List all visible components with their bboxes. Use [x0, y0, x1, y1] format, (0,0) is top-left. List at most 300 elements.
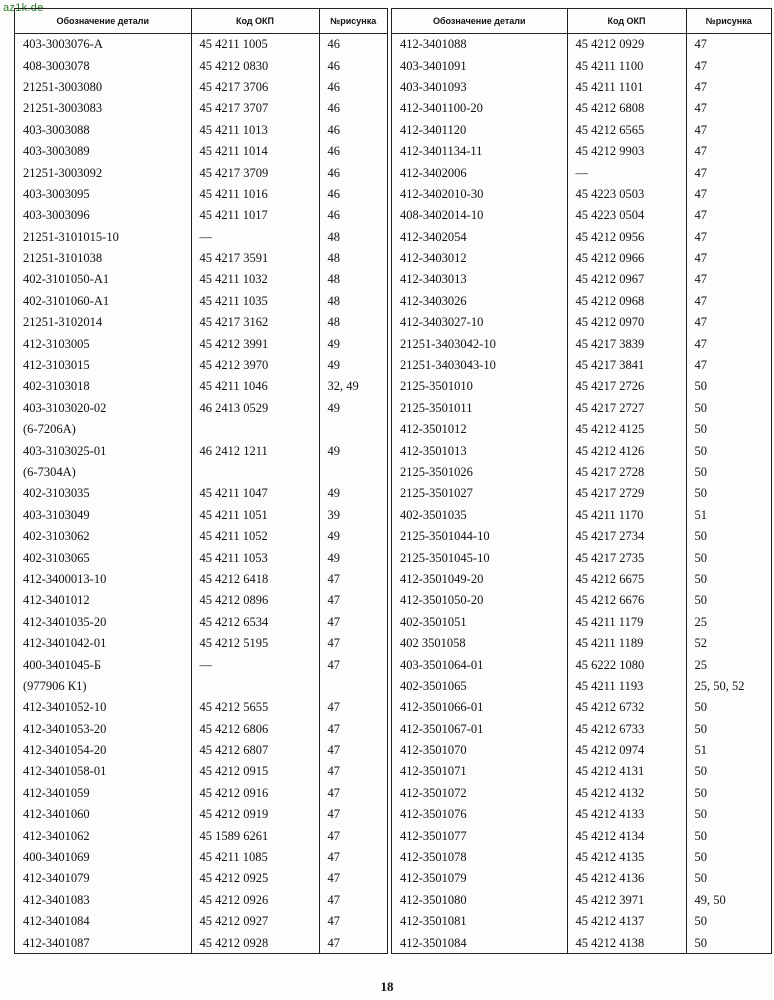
cell-okp-code: 45 4212 6676 [567, 590, 686, 611]
cell-figure-number: 49 [327, 550, 340, 565]
cell-okp-code: 45 4212 0916 [191, 783, 319, 804]
cell-part-designation: 412-3401087 [15, 932, 191, 953]
table-row [15, 825, 387, 846]
cell-part-designation: 412-3402054 [392, 227, 567, 248]
cell-okp-code: 45 4212 0925 [191, 868, 319, 889]
cell-part-designation: 412-3401079 [15, 868, 191, 889]
cell-figure-number: 47 [327, 850, 340, 865]
cell-okp-code: 45 4212 6807 [191, 740, 319, 761]
cell-figure-number: 48 [327, 229, 340, 244]
cell-okp-code: 45 4217 3707 [191, 98, 319, 119]
cell-part-designation: 412-3501080 [392, 890, 567, 911]
cell-okp-code: 45 4212 6534 [191, 612, 319, 633]
cell-okp-code [191, 419, 319, 440]
cell-okp-code: 45 4212 4135 [567, 847, 686, 868]
table-row [15, 227, 387, 248]
cell-figure-number: 50 [694, 764, 707, 779]
table-row [15, 676, 387, 697]
table-row [15, 248, 387, 269]
cell-figure-number: 25 [694, 614, 707, 629]
cell-figure-number: 50 [694, 914, 707, 929]
cell-part-designation: 412-3501081 [392, 911, 567, 932]
table-row [15, 120, 387, 141]
cell-figure-number: 50 [694, 828, 707, 843]
table-row [392, 590, 771, 611]
table-row [15, 376, 387, 397]
cell-figure-number: 50 [694, 935, 707, 950]
cell-figure-number: 47 [694, 122, 707, 137]
cell-figure-number: 48 [327, 272, 340, 287]
table-row [392, 77, 771, 98]
cell-part-designation: 412-3403012 [392, 248, 567, 269]
cell-okp-code: 45 4212 0974 [567, 740, 686, 761]
table-row [15, 291, 387, 312]
cell-part-designation: 412-3401060 [15, 804, 191, 825]
cell-okp-code: 45 4212 3991 [191, 333, 319, 354]
cell-figure-number: 47 [694, 229, 707, 244]
cell-part-designation: 412-3401062 [15, 825, 191, 846]
cell-okp-code: 45 4211 1016 [191, 184, 319, 205]
cell-okp-code: 45 4223 0504 [567, 205, 686, 226]
table-row [392, 291, 771, 312]
cell-part-designation: 21251-3003092 [15, 162, 191, 183]
table-row [392, 184, 771, 205]
cell-okp-code: 45 4212 4137 [567, 911, 686, 932]
cell-figure-number: 50 [694, 593, 707, 608]
table-row [15, 633, 387, 654]
table-row [392, 890, 771, 911]
cell-part-designation: 403-3003088 [15, 120, 191, 141]
cell-part-designation: 21251-3102014 [15, 312, 191, 333]
cell-figure-number: 46 [327, 208, 340, 223]
cell-okp-code: 45 4211 1085 [191, 847, 319, 868]
cell-okp-code: 45 4212 0970 [567, 312, 686, 333]
cell-figure-number: 49 [327, 443, 340, 458]
cell-okp-code: 45 4212 6733 [567, 719, 686, 740]
cell-okp-code: 45 6222 1080 [567, 654, 686, 675]
cell-part-designation: 412-3501013 [392, 440, 567, 461]
cell-figure-number: 49 [327, 336, 340, 351]
cell-part-designation: 412-3400013-10 [15, 569, 191, 590]
cell-okp-code: 45 4211 1047 [191, 483, 319, 504]
cell-okp-code: 45 4212 0830 [191, 55, 319, 76]
table-row [15, 569, 387, 590]
cell-figure-number: 47 [327, 743, 340, 758]
cell-okp-code: 45 4212 6806 [191, 719, 319, 740]
cell-part-designation: 400-3401045-Б [15, 654, 191, 675]
cell-figure-number: 46 [327, 79, 340, 94]
cell-part-designation: (6-7206А) [15, 419, 191, 440]
cell-part-designation: 412-3501071 [392, 761, 567, 782]
cell-okp-code [191, 676, 319, 697]
cell-part-designation: 408-3003078 [15, 55, 191, 76]
table-row [15, 55, 387, 76]
table-row [15, 77, 387, 98]
cell-part-designation: 412-3403027-10 [392, 312, 567, 333]
table-row [392, 911, 771, 932]
cell-okp-code: 45 4212 6418 [191, 569, 319, 590]
cell-okp-code: 45 4217 2726 [567, 376, 686, 397]
cell-figure-number: 51 [694, 507, 707, 522]
table-row [15, 34, 387, 56]
cell-okp-code: 45 4212 0928 [191, 932, 319, 953]
cell-figure-number: 50 [694, 465, 707, 479]
table-row [392, 868, 771, 889]
cell-figure-number: 47 [694, 58, 707, 73]
table-row [392, 676, 771, 697]
watermark-text: az1k.de [3, 2, 44, 14]
cell-part-designation: 402-3101060-А1 [15, 291, 191, 312]
cell-part-designation: 402-3501035 [392, 505, 567, 526]
cell-figure-number: 47 [327, 571, 340, 586]
cell-figure-number: 50 [694, 379, 707, 394]
table-row [392, 612, 771, 633]
right-table [392, 9, 771, 954]
cell-part-designation: 402-3103062 [15, 526, 191, 547]
cell-part-designation: 400-3401069 [15, 847, 191, 868]
cell-okp-code: 45 4211 1101 [567, 77, 686, 98]
table-row [15, 419, 387, 440]
cell-figure-number: 50 [694, 529, 707, 544]
table-row [15, 719, 387, 740]
cell-part-designation: 412-3401083 [15, 890, 191, 911]
table-row [15, 440, 387, 461]
table-row [392, 205, 771, 226]
table-row [15, 312, 387, 333]
table-row [392, 419, 771, 440]
cell-okp-code: 45 4217 2735 [567, 547, 686, 568]
cell-okp-code: — [191, 227, 319, 248]
cell-okp-code: 45 4212 6565 [567, 120, 686, 141]
table-row [15, 868, 387, 889]
cell-okp-code: 45 4212 0919 [191, 804, 319, 825]
cell-figure-number: 51 [694, 743, 707, 758]
cell-part-designation: 412-3401042-01 [15, 633, 191, 654]
cell-part-designation: 2125-3501026 [392, 462, 567, 483]
cell-okp-code: 45 4211 1046 [191, 376, 319, 397]
header-part-designation: Обозначение детали [15, 9, 191, 34]
table-row [15, 333, 387, 354]
left-header-row [15, 9, 387, 34]
cell-okp-code: 45 4217 3709 [191, 162, 319, 183]
table-row [15, 612, 387, 633]
cell-okp-code: 45 4217 3591 [191, 248, 319, 269]
cell-okp-code: 45 4212 3970 [191, 355, 319, 376]
table-row [15, 911, 387, 932]
table-row [392, 740, 771, 761]
table-row [15, 162, 387, 183]
cell-figure-number: 46 [327, 58, 340, 73]
left-table [15, 9, 387, 954]
right-header-row [392, 9, 771, 34]
table-row [392, 120, 771, 141]
cell-figure-number: 47 [694, 358, 707, 373]
table-row [392, 333, 771, 354]
cell-figure-number [319, 419, 387, 440]
cell-figure-number: 47 [694, 186, 707, 201]
cell-figure-number: 46 [327, 101, 340, 116]
table-row [392, 783, 771, 804]
table-row [15, 505, 387, 526]
cell-figure-number: 47 [694, 208, 707, 223]
cell-part-designation: 412-3103015 [15, 355, 191, 376]
cell-okp-code: 45 4212 6732 [567, 697, 686, 718]
cell-figure-number: 49 [327, 400, 340, 415]
cell-okp-code: 45 4212 6808 [567, 98, 686, 119]
table-row [392, 98, 771, 119]
table-row [392, 312, 771, 333]
cell-okp-code: 45 4211 1053 [191, 547, 319, 568]
cell-figure-number [319, 676, 387, 697]
table-row [392, 398, 771, 419]
cell-figure-number: 46 [327, 37, 340, 52]
cell-okp-code: 45 4217 3162 [191, 312, 319, 333]
cell-figure-number: 49 [327, 529, 340, 544]
cell-part-designation: 412-3403026 [392, 291, 567, 312]
cell-figure-number: 46 [327, 165, 340, 180]
cell-okp-code: 45 4211 1014 [191, 141, 319, 162]
cell-okp-code: 45 4211 1179 [567, 612, 686, 633]
cell-okp-code: — [191, 654, 319, 675]
cell-part-designation: 412-3401052-10 [15, 697, 191, 718]
cell-okp-code: 46 2413 0529 [191, 398, 319, 419]
table-row [392, 569, 771, 590]
cell-part-designation: 21251-3003080 [15, 77, 191, 98]
cell-figure-number: 25, 50, 52 [694, 678, 745, 693]
cell-okp-code: 45 4217 2729 [567, 483, 686, 504]
cell-part-designation: 412-3401035-20 [15, 612, 191, 633]
cell-part-designation: 402-3501051 [392, 612, 567, 633]
header-okp-code: Код ОКП [191, 9, 319, 34]
cell-figure-number: 47 [694, 251, 707, 266]
table-row [15, 740, 387, 761]
cell-figure-number [319, 462, 387, 483]
cell-part-designation: 412-3501070 [392, 740, 567, 761]
cell-part-designation: 21251-3003083 [15, 98, 191, 119]
table-row [15, 483, 387, 504]
cell-figure-number: 50 [694, 422, 707, 437]
cell-part-designation: 403-3401091 [392, 55, 567, 76]
cell-figure-number: 47 [694, 144, 707, 159]
cell-figure-number: 47 [694, 293, 707, 308]
header-figure-number: №рисунка [686, 9, 771, 34]
cell-part-designation: 412-3401084 [15, 911, 191, 932]
cell-figure-number: 47 [327, 914, 340, 929]
cell-part-designation: 412-3401054-20 [15, 740, 191, 761]
cell-part-designation: 403-3003089 [15, 141, 191, 162]
cell-okp-code: 45 4211 1052 [191, 526, 319, 547]
table-row [392, 483, 771, 504]
cell-okp-code: 45 4211 1189 [567, 633, 686, 654]
table-row [15, 590, 387, 611]
cell-part-designation: 402-3501065 [392, 676, 567, 697]
cell-part-designation: 21251-3101015-10 [15, 227, 191, 248]
cell-part-designation: 412-3401120 [392, 120, 567, 141]
table-row [392, 462, 771, 483]
cell-part-designation: 412-3401059 [15, 783, 191, 804]
cell-figure-number: 52 [694, 636, 707, 651]
cell-figure-number: 49 [327, 486, 340, 501]
cell-figure-number: 47 [327, 935, 340, 950]
cell-okp-code: 45 4212 0927 [191, 911, 319, 932]
header-figure-number: №рисунка [319, 9, 387, 34]
cell-part-designation: 21251-3101038 [15, 248, 191, 269]
cell-figure-number: 47 [694, 37, 707, 52]
cell-part-designation: 21251-3403042-10 [392, 333, 567, 354]
cell-okp-code: 45 4217 3706 [191, 77, 319, 98]
cell-part-designation: 402-3103035 [15, 483, 191, 504]
table-row [15, 783, 387, 804]
cell-okp-code: 45 4211 1170 [567, 505, 686, 526]
cell-okp-code: 45 4211 1100 [567, 55, 686, 76]
cell-part-designation: 412-3401088 [392, 34, 567, 56]
cell-figure-number: 48 [327, 251, 340, 266]
table-row [392, 825, 771, 846]
page-number: 18 [380, 979, 394, 994]
cell-figure-number: 50 [694, 486, 707, 501]
table-row [392, 547, 771, 568]
cell-figure-number: 47 [694, 165, 707, 180]
table-row [15, 141, 387, 162]
cell-part-designation: 403-3103049 [15, 505, 191, 526]
cell-okp-code: 45 1589 6261 [191, 825, 319, 846]
cell-okp-code: 45 4212 9903 [567, 141, 686, 162]
cell-part-designation: 412-3401058-01 [15, 761, 191, 782]
table-row [392, 269, 771, 290]
cell-figure-number: 46 [327, 186, 340, 201]
cell-figure-number: 50 [694, 785, 707, 800]
cell-part-designation: 403-3003076-А [15, 34, 191, 56]
cell-okp-code: 45 4212 0967 [567, 269, 686, 290]
cell-part-designation: 403-3003095 [15, 184, 191, 205]
cell-okp-code: 45 4212 4136 [567, 868, 686, 889]
table-row [15, 761, 387, 782]
cell-okp-code: 45 4212 3971 [567, 890, 686, 911]
cell-figure-number: 49, 50 [694, 892, 726, 907]
cell-figure-number: 47 [327, 871, 340, 886]
cell-part-designation: 412-3402006 [392, 162, 567, 183]
cell-okp-code: 45 4211 1051 [191, 505, 319, 526]
cell-okp-code: 45 4217 3839 [567, 333, 686, 354]
table-row [15, 462, 387, 483]
cell-figure-number: 47 [327, 636, 340, 651]
cell-okp-code: 45 4212 4133 [567, 804, 686, 825]
cell-okp-code: 45 4212 4134 [567, 825, 686, 846]
cell-figure-number: 49 [327, 358, 340, 373]
table-row [392, 654, 771, 675]
table-row [392, 34, 771, 56]
table-row [15, 398, 387, 419]
table-row [15, 184, 387, 205]
cell-okp-code: 45 4211 1005 [191, 34, 319, 56]
cell-part-designation: 412-3501049-20 [392, 569, 567, 590]
table-row [392, 162, 771, 183]
cell-okp-code: 45 4212 4132 [567, 783, 686, 804]
cell-figure-number: 47 [327, 593, 340, 608]
cell-part-designation: 412-3501077 [392, 825, 567, 846]
table-row [392, 355, 771, 376]
cell-okp-code: 45 4212 0896 [191, 590, 319, 611]
cell-okp-code: 46 2412 1211 [191, 440, 319, 461]
cell-okp-code: 45 4212 4131 [567, 761, 686, 782]
cell-figure-number: 25 [694, 657, 707, 672]
cell-part-designation: 408-3402014-10 [392, 205, 567, 226]
cell-part-designation: 412-3103005 [15, 333, 191, 354]
cell-figure-number: 50 [694, 721, 707, 736]
cell-figure-number: 50 [694, 850, 707, 865]
cell-okp-code: 45 4211 1035 [191, 291, 319, 312]
table-row [15, 847, 387, 868]
table-row [392, 376, 771, 397]
cell-okp-code: 45 4217 3841 [567, 355, 686, 376]
cell-part-designation: 412-3401100-20 [392, 98, 567, 119]
cell-part-designation: 2125-3501010 [392, 376, 567, 397]
cell-part-designation: 403-3501064-01 [392, 654, 567, 675]
cell-okp-code: 45 4211 1032 [191, 269, 319, 290]
cell-part-designation: 402-3103018 [15, 376, 191, 397]
table-row [15, 98, 387, 119]
cell-part-designation: 402-3103065 [15, 547, 191, 568]
table-row [392, 526, 771, 547]
cell-part-designation: 412-3501067-01 [392, 719, 567, 740]
cell-okp-code: 45 4212 4138 [567, 932, 686, 953]
table-row [15, 205, 387, 226]
cell-part-designation: (977906 К1) [15, 676, 191, 697]
cell-okp-code [191, 462, 319, 483]
cell-part-designation: 412-3501079 [392, 868, 567, 889]
cell-okp-code: 45 4212 0915 [191, 761, 319, 782]
cell-part-designation: 412-3501012 [392, 419, 567, 440]
header-part-designation: Обозначение детали [392, 9, 567, 34]
cell-figure-number: 50 [694, 700, 707, 715]
cell-part-designation: 2125-3501027 [392, 483, 567, 504]
cell-okp-code: 45 4212 4125 [567, 419, 686, 440]
cell-figure-number: 46 [327, 122, 340, 137]
cell-figure-number: 47 [694, 315, 707, 330]
cell-part-designation: 412-3401134-11 [392, 141, 567, 162]
cell-figure-number: 39 [327, 507, 340, 522]
cell-figure-number: 47 [327, 764, 340, 779]
cell-okp-code: 45 4212 0929 [567, 34, 686, 56]
cell-okp-code: 45 4217 2728 [567, 462, 686, 483]
cell-part-designation: 412-3501072 [392, 783, 567, 804]
cell-okp-code: 45 4211 1017 [191, 205, 319, 226]
table-row [392, 227, 771, 248]
cell-okp-code: 45 4212 0966 [567, 248, 686, 269]
right-table-body [392, 34, 771, 954]
cell-part-designation: 412-3501084 [392, 932, 567, 953]
table-row [15, 890, 387, 911]
cell-figure-number: 47 [327, 614, 340, 629]
cell-figure-number: 48 [327, 293, 340, 308]
table-row [15, 654, 387, 675]
table-row [392, 633, 771, 654]
table-row [392, 141, 771, 162]
left-table-panel [14, 8, 388, 954]
cell-part-designation: 412-3501066-01 [392, 697, 567, 718]
cell-okp-code: 45 4217 2727 [567, 398, 686, 419]
table-row [392, 440, 771, 461]
table-row [15, 697, 387, 718]
table-row [392, 505, 771, 526]
table-row [392, 932, 771, 953]
table-row [15, 355, 387, 376]
cell-figure-number: 47 [327, 785, 340, 800]
table-row [392, 804, 771, 825]
cell-part-designation: 403-3003096 [15, 205, 191, 226]
cell-figure-number: 47 [327, 700, 340, 715]
right-table-panel [391, 8, 772, 954]
